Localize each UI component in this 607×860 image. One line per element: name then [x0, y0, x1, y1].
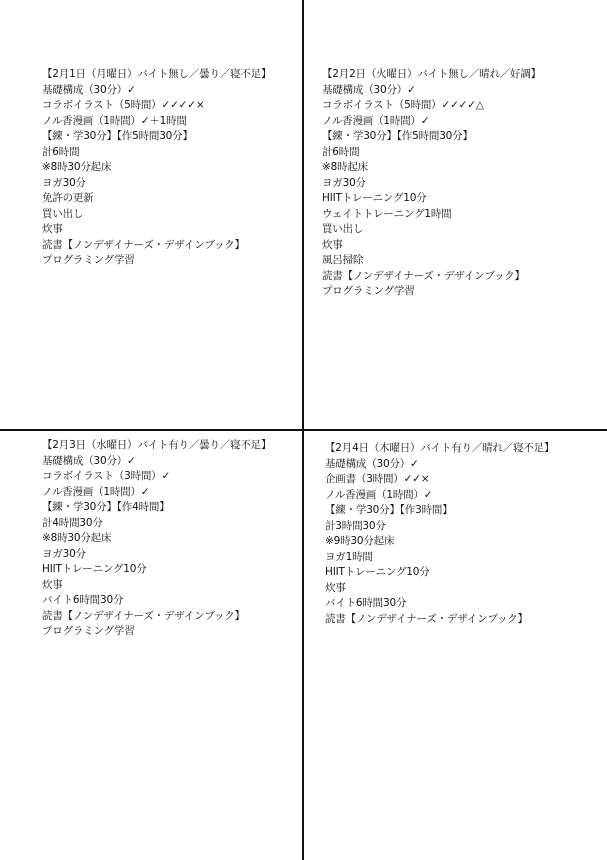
log-line: ※8時30分起床: [42, 532, 112, 544]
day-panel-feb-3: [42, 438, 271, 640]
log-line: ノル香漫画（1時間）✓＋1時間: [42, 114, 187, 127]
log-line: 基礎構成（30分）✓: [325, 457, 419, 470]
log-line: HIITトレーニング10分: [42, 563, 147, 575]
log-line: ノル香漫画（1時間）✓: [325, 488, 433, 501]
log-line: 【練・学30分】【作5時間30分】: [42, 130, 193, 142]
log-line: 計6時間: [42, 145, 80, 158]
log-line: 読書【ノンデザイナーズ・デザインブック】: [325, 612, 528, 625]
horizontal-divider: [0, 429, 607, 431]
log-line: ヨガ30分: [42, 547, 86, 560]
log-line: HIITトレーニング10分: [322, 192, 427, 204]
log-line: ノル香漫画（1時間）✓: [322, 114, 430, 127]
log-line: ウェイトトレーニング1時間: [322, 207, 452, 220]
log-line: 炊事: [42, 223, 63, 235]
log-line: 炊事: [322, 238, 343, 251]
log-line: 炊事: [42, 578, 63, 591]
log-line: ※8時起床: [322, 161, 368, 173]
log-line: ヨガ30分: [42, 176, 86, 189]
log-line: ※8時30分起床: [42, 161, 112, 173]
log-line: 基礎構成（30分）✓: [322, 83, 416, 96]
log-line: プログラミング学習: [322, 285, 415, 297]
log-line: 計6時間: [322, 145, 360, 158]
log-line: 計4時間30分: [42, 516, 103, 529]
log-line: 読書【ノンデザイナーズ・デザインブック】: [42, 238, 245, 251]
log-line: コラボイラスト（3時間）✓: [42, 470, 171, 482]
log-line: 基礎構成（30分）✓: [42, 454, 136, 467]
log-line: 【練・学30分】【作5時間30分】: [322, 130, 473, 142]
log-line: 読書【ノンデザイナーズ・デザインブック】: [42, 609, 245, 622]
log-line: 読書【ノンデザイナーズ・デザインブック】: [322, 269, 525, 282]
panel-title: 【2月2日（火曜日）バイト無し／晴れ／好調】: [322, 68, 541, 80]
day-panel-feb-2: [322, 67, 541, 300]
log-line: バイト6時間30分: [42, 594, 124, 606]
day-panel-feb-1: [42, 67, 271, 269]
log-line: ヨガ1時間: [325, 550, 373, 563]
log-line: 【練・学30分】【作3時間】: [325, 504, 453, 516]
log-line: 買い出し: [42, 207, 84, 220]
log-line: 買い出し: [322, 223, 364, 235]
log-line: 免許の更新: [42, 192, 94, 204]
log-line: プログラミング学習: [42, 625, 135, 637]
log-line: HIITトレーニング10分: [325, 566, 430, 578]
panel-title: 【2月3日（水曜日）バイト有り／曇り／寝不足】: [42, 439, 272, 451]
log-line: プログラミング学習: [42, 254, 135, 266]
log-line: ※9時30分起床: [325, 535, 395, 547]
panel-title: 【2月1日（月曜日）バイト無し／曇り／寝不足】: [42, 68, 272, 80]
log-line: コラボイラスト（5時間）✓✓✓✓△: [322, 99, 484, 111]
log-line: ヨガ30分: [322, 176, 366, 189]
log-line: 風呂掃除: [322, 254, 364, 266]
log-line: 企画書（3時間）✓✓×: [325, 473, 430, 485]
log-line: 基礎構成（30分）✓: [42, 83, 136, 96]
log-line: 炊事: [325, 581, 346, 594]
log-line: ノル香漫画（1時間）✓: [42, 485, 150, 498]
log-line: 計3時間30分: [325, 519, 386, 532]
day-panel-feb-4: [325, 441, 554, 627]
log-line: 【練・学30分】【作4時間】: [42, 501, 170, 513]
panel-title: 【2月4日（木曜日）バイト有り／晴れ／寝不足】: [325, 442, 555, 454]
log-line: コラボイラスト（5時間）✓✓✓✓×: [42, 99, 205, 111]
log-line: バイト6時間30分: [325, 597, 407, 609]
